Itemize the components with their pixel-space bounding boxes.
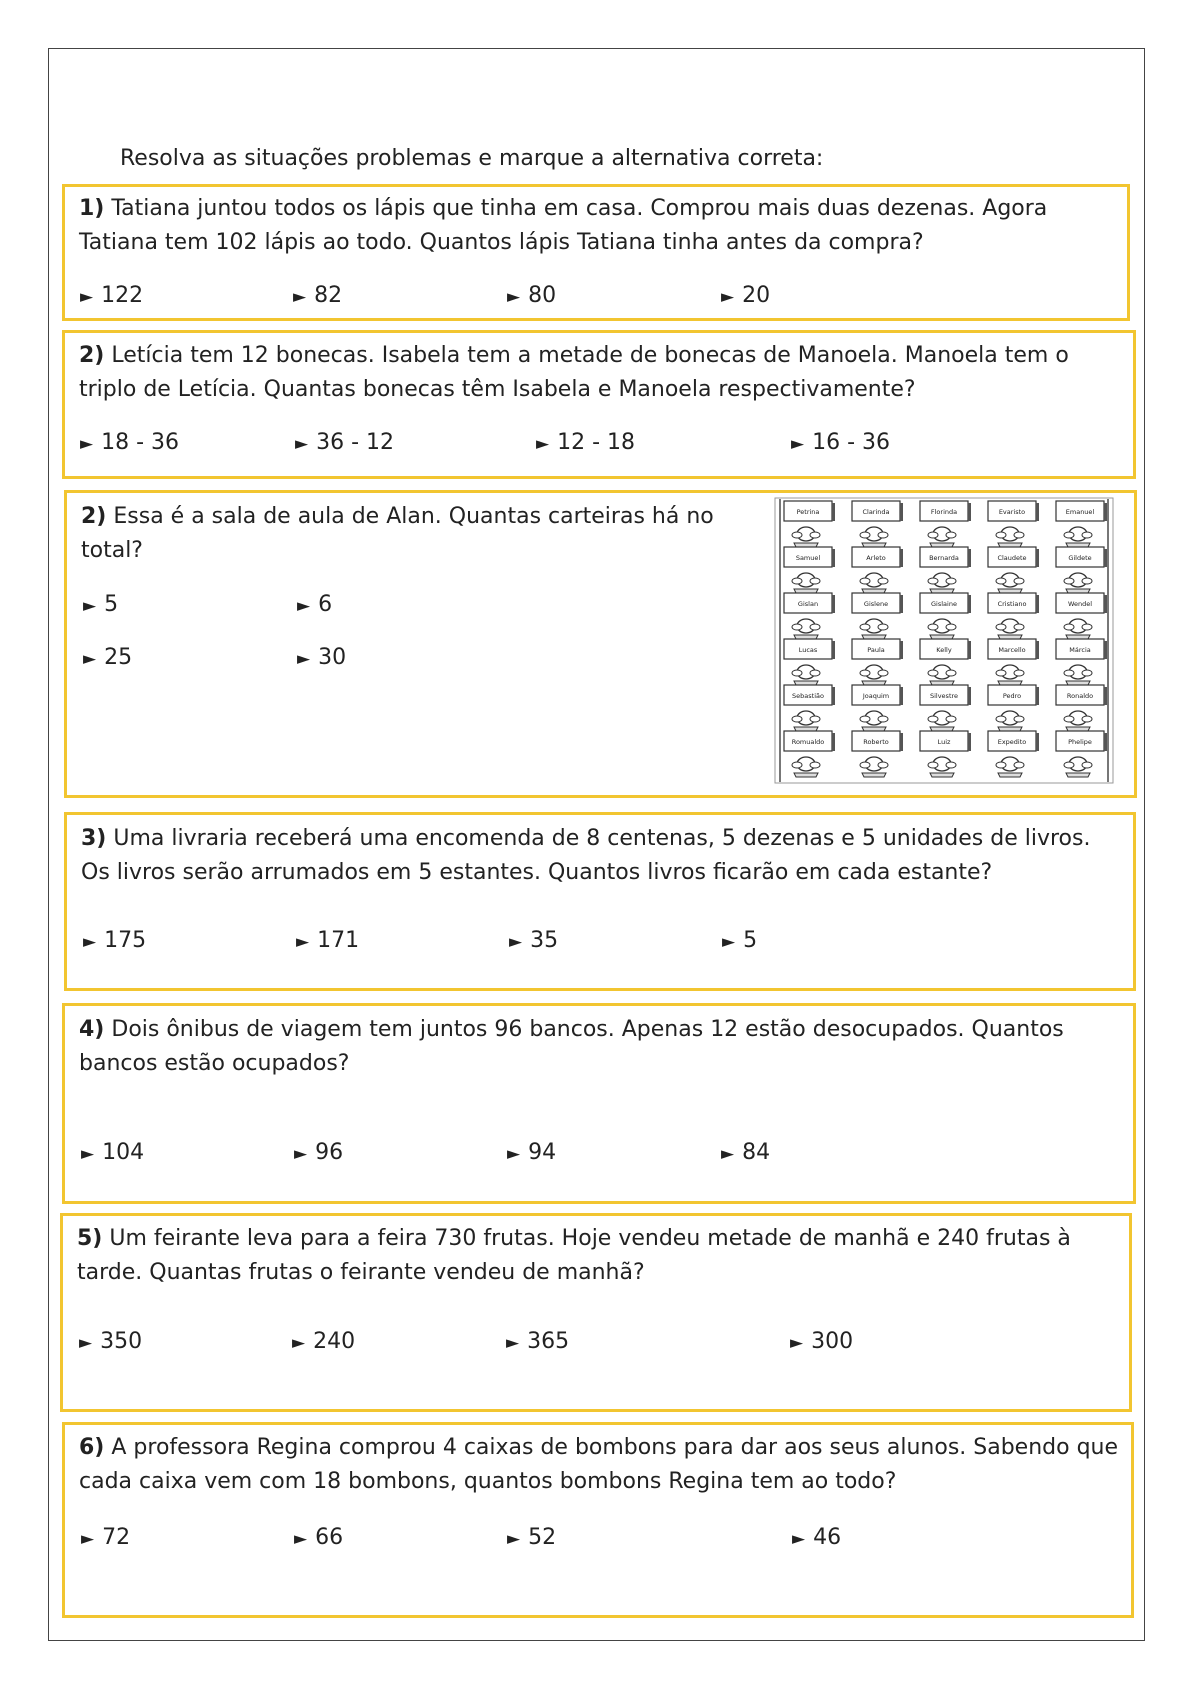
student-name-label: Samuel bbox=[795, 554, 821, 562]
classroom-illustration bbox=[774, 497, 1114, 784]
question-2b-option-d[interactable]: ► 30 bbox=[297, 645, 347, 670]
student-name-label: Gislaine bbox=[931, 600, 957, 608]
student-name-label: Cristiano bbox=[997, 600, 1027, 608]
question-3-text: 3) Uma livraria receberá uma encomenda de 8 centenas, 5 dezenas e 5 unidades de livros. Os livros serão arrumados em 5 estantes. Quantos livros ficarão em cada estante? bbox=[81, 826, 1091, 885]
question-2-option-a[interactable]: ► 18 - 36 bbox=[80, 430, 179, 455]
question-4-option-d[interactable]: ► 84 bbox=[721, 1140, 771, 1165]
question-6-text: 6) A professora Regina comprou 4 caixas de bombons para dar aos seus alunos. Sabendo que cada caixa vem com 18 bombons, quantos bombons Regina tem ao todo? bbox=[79, 1435, 1119, 1494]
question-2-option-b[interactable]: ► 36 - 12 bbox=[295, 430, 394, 455]
question-4-option-b[interactable]: ► 96 bbox=[294, 1140, 344, 1165]
student-name-label: Roberto bbox=[863, 738, 889, 746]
student-name-label: Ronaldo bbox=[1066, 692, 1094, 700]
student-name-label: Petrina bbox=[796, 508, 820, 516]
student-name-label: Florinda bbox=[930, 508, 958, 516]
question-5-option-d[interactable]: ► 300 bbox=[790, 1329, 854, 1354]
student-name-label: Lucas bbox=[798, 646, 818, 654]
question-3-option-c[interactable]: ► 35 bbox=[509, 928, 559, 953]
instruction-text: Resolva as situações problemas e marque a alternativa correta: bbox=[120, 146, 824, 171]
question-6-option-b[interactable]: ► 66 bbox=[294, 1525, 344, 1550]
question-5-option-c[interactable]: ► 365 bbox=[506, 1329, 570, 1354]
question-6-option-a[interactable]: ► 72 bbox=[81, 1525, 131, 1550]
student-name-label: Paula bbox=[867, 646, 885, 654]
question-6-option-d[interactable]: ► 46 bbox=[792, 1525, 842, 1550]
student-name-label: Expedito bbox=[997, 738, 1027, 746]
student-name-label: Márcia bbox=[1069, 646, 1091, 654]
question-5-text: 5) Um feirante leva para a feira 730 frutas. Hoje vendeu metade de manhã e 240 frutas à tarde. Quantas frutas o feirante vendeu de manhã? bbox=[77, 1226, 1071, 1285]
question-5-option-b[interactable]: ► 240 bbox=[292, 1329, 356, 1354]
student-name-label: Pedro bbox=[1002, 692, 1022, 700]
question-2b-option-c[interactable]: ► 25 bbox=[83, 645, 133, 670]
student-name-label: Arleto bbox=[866, 554, 886, 562]
question-3-option-d[interactable]: ► 5 bbox=[722, 928, 758, 953]
question-2b-text: 2) Essa é a sala de aula de Alan. Quantas carteiras há no total? bbox=[81, 504, 714, 563]
student-name-label: Kelly bbox=[936, 646, 952, 654]
student-name-label: Sebastião bbox=[792, 692, 824, 700]
student-name-label: Joaquim bbox=[862, 692, 890, 700]
question-2-text: 2) Letícia tem 12 bonecas. Isabela tem a metade de bonecas de Manoela. Manoela tem o triplo de Letícia. Quantas bonecas têm Isabela e Manoela respectivamente? bbox=[79, 343, 1069, 402]
student-name-label: Emanuel bbox=[1065, 508, 1095, 516]
student-name-label: Gislene bbox=[863, 600, 889, 608]
question-4-text: 4) Dois ônibus de viagem tem juntos 96 bancos. Apenas 12 estão desocupados. Quantos bancos estão ocupados? bbox=[79, 1017, 1064, 1076]
question-2b-option-a[interactable]: ► 5 bbox=[83, 592, 119, 617]
question-3-option-b[interactable]: ► 171 bbox=[296, 928, 360, 953]
student-name-label: Claudete bbox=[997, 554, 1027, 562]
student-name-label: Romualdo bbox=[791, 738, 825, 746]
question-1-option-b[interactable]: ► 82 bbox=[293, 283, 343, 308]
question-6-option-c[interactable]: ► 52 bbox=[507, 1525, 557, 1550]
question-1-option-a[interactable]: ► 122 bbox=[80, 283, 144, 308]
student-name-label: Luiz bbox=[937, 738, 951, 746]
question-2-option-c[interactable]: ► 12 - 18 bbox=[536, 430, 635, 455]
student-name-label: Wendel bbox=[1067, 600, 1093, 608]
question-1-text: 1) Tatiana juntou todos os lápis que tinha em casa. Comprou mais duas dezenas. Agora Tatiana tem 102 lápis ao todo. Quantos lápis Tatiana tinha antes da compra? bbox=[79, 196, 1048, 255]
question-5-option-a[interactable]: ► 350 bbox=[79, 1329, 143, 1354]
question-1-option-c[interactable]: ► 80 bbox=[507, 283, 557, 308]
question-2-option-d[interactable]: ► 16 - 36 bbox=[791, 430, 890, 455]
question-4-option-a[interactable]: ► 104 bbox=[81, 1140, 145, 1165]
student-name-label: Marcello bbox=[998, 646, 1026, 654]
question-1-option-d[interactable]: ► 20 bbox=[721, 283, 771, 308]
student-name-label: Bernarda bbox=[929, 554, 959, 562]
question-2b-option-b[interactable]: ► 6 bbox=[297, 592, 333, 617]
student-name-label: Gildete bbox=[1068, 554, 1092, 562]
student-name-label: Clarinda bbox=[862, 508, 890, 516]
question-3-option-a[interactable]: ► 175 bbox=[83, 928, 147, 953]
student-name-label: Phelipe bbox=[1068, 738, 1092, 746]
question-4-option-c[interactable]: ► 94 bbox=[507, 1140, 557, 1165]
student-name-label: Silvestre bbox=[929, 692, 959, 700]
student-name-label: Evaristo bbox=[998, 508, 1026, 516]
student-name-label: Gislan bbox=[797, 600, 819, 608]
